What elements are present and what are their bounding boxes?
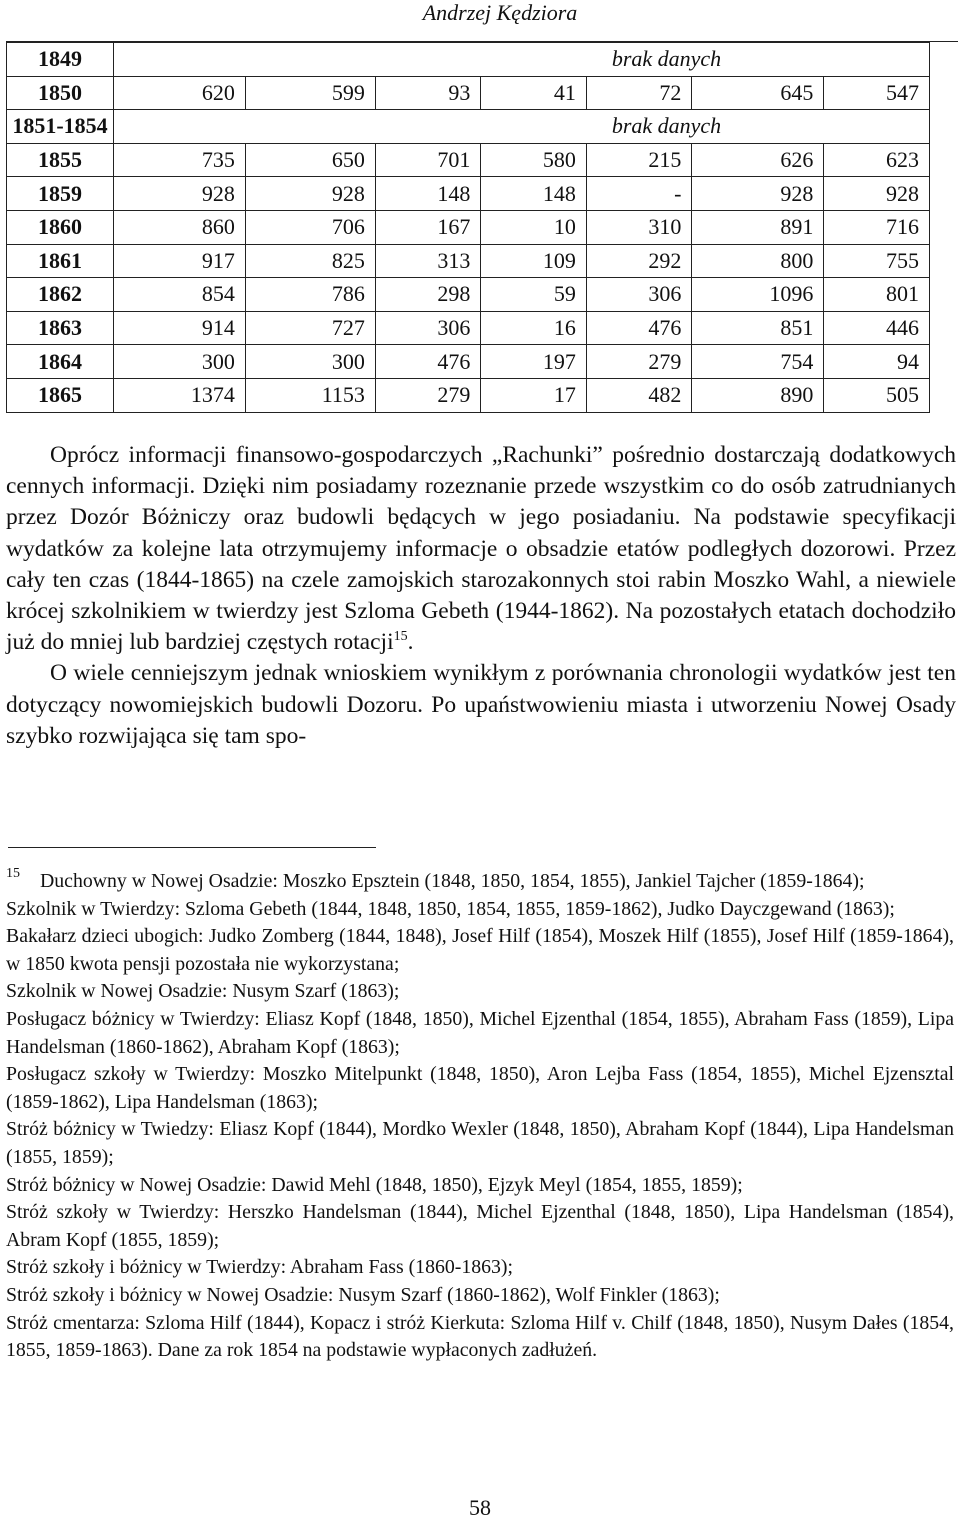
value-cell: 148: [481, 177, 587, 211]
footnote-text: Stróż bóżnicy w Twiedzy: Eliasz Kopf (1844), Mordko Wexler (1848, 1850), Abraham Kopf (1844), Lipa Handelsman (1855, 1859);: [6, 1118, 954, 1168]
year-cell: 1851-1854: [7, 110, 114, 144]
value-cell: 620: [114, 76, 246, 110]
value-cell: 167: [375, 210, 481, 244]
footnote-rule: [8, 847, 376, 848]
value-cell: 928: [245, 177, 375, 211]
value-cell: 860: [114, 210, 246, 244]
value-cell: 599: [245, 76, 375, 110]
footnote-line: [6, 1310, 954, 1365]
footnote-text: Posługacz bóżnicy w Twierdzy: Eliasz Kopf (1848, 1850), Michel Ejzenthal (1854, 1855), Abraham Fass (1859), Lipa Handelsman (1860-1862), Abraham Kopf (1863);: [6, 1007, 954, 1058]
value-cell: 1374: [114, 378, 246, 412]
paragraph-1: [6, 440, 956, 658]
value-cell: 928: [824, 177, 930, 211]
paragraph-2: O wiele cenniejszym jednak wnioskiem wynikłym z porównania chronologii wydatków jest ten dotyczący nowomiejskich budowli Dozoru. Po upaństwowieniu miasta i utworzeniu Nowej Osady szybko rozwijająca się tam spo-: [6, 660, 956, 749]
table-row: [7, 278, 930, 312]
value-cell: 890: [692, 378, 824, 412]
table-row: [7, 110, 930, 144]
footnotes: [6, 860, 954, 1365]
footnote-line: [6, 923, 954, 978]
value-cell: 476: [375, 345, 481, 379]
value-cell: 701: [375, 143, 481, 177]
value-cell: 17: [481, 378, 587, 412]
value-cell: 298: [375, 278, 481, 312]
year-cell: 1859: [7, 177, 114, 211]
table-row: [7, 244, 930, 278]
year-cell: 1855: [7, 143, 114, 177]
value-cell: 917: [114, 244, 246, 278]
value-cell: 727: [245, 311, 375, 345]
footnote-text: Stróż szkoły i bóżnicy w Twierdzy: Abraham Fass (1860-1863);: [6, 1256, 513, 1279]
value-cell: 650: [245, 143, 375, 177]
footnote-text: Stróż szkoły w Twierdzy: Herszko Handelsman (1844), Michel Ejzenthal (1848, 1850), Lipa Handelsman (1854), Abram Kopf (1855, 1859);: [6, 1201, 954, 1251]
value-cell: -: [586, 177, 692, 211]
value-cell: 706: [245, 210, 375, 244]
page-number: 58: [469, 1495, 491, 1520]
value-cell: 928: [692, 177, 824, 211]
footnote-text: Szkolnik w Twierdzy: Szloma Gebeth (1844, 1848, 1850, 1854, 1855, 1859-1862), Judko Dayczgewand (1863);: [6, 897, 895, 920]
value-cell: 825: [245, 244, 375, 278]
value-cell: 801: [824, 278, 930, 312]
value-cell: 1096: [692, 278, 824, 312]
value-cell: 735: [114, 143, 246, 177]
value-cell: 109: [481, 244, 587, 278]
value-cell: 93: [375, 76, 481, 110]
no-data-cell: brak danych: [114, 110, 930, 144]
footnote-text: Stróż szkoły i bóżnicy w Nowej Osadzie: Nusym Szarf (1860-1862), Wolf Finkler (1863);: [6, 1283, 720, 1306]
value-cell: 300: [245, 345, 375, 379]
footnote-text: Posługacz szkoły w Twierdzy: Moszko Mitelpunkt (1848, 1850), Aron Lejba Fass (1854, 1855), Michel Ejzensztal (1859-1862), Lipa Handelsman (1863);: [6, 1063, 954, 1113]
value-cell: 505: [824, 378, 930, 412]
value-cell: 1153: [245, 378, 375, 412]
table-row: [7, 143, 930, 177]
value-cell: 716: [824, 210, 930, 244]
value-cell: 580: [481, 143, 587, 177]
value-cell: 786: [245, 278, 375, 312]
paragraph-1-text: Oprócz informacji finansowo-gospodarczych „Rachunki” pośrednio dostarczają dodatkowych cennych informacji. Dzięki nim posiadamy rozeznanie przede wszystkim co do osób zatrudnianych przez Dozór Bóżniczy oraz budowli będących w jego posiadaniu. Na podstawie specyfikacji wydatków za kolejne lata otrzymujemy informacje o obsadzie etatów podległych dozorowi. Przez cały ten czas (1844-1865) na czele zamojskich starozakonnych stoi rabin Moszko Wahl, a niewiele krócej szkolnikiem w twierdzy jest Szloma Gebeth (1944-1862). Na pozostałych etatach dochodziło już do mniej lub bardziej częstych rotacji: [6, 442, 956, 656]
value-cell: 626: [692, 143, 824, 177]
footnote-line: [6, 1199, 954, 1254]
value-cell: 72: [586, 76, 692, 110]
table-row: [7, 311, 930, 345]
footnote-text: Duchowny w Nowej Osadzie: Moszko Epsztein (1848, 1850, 1854, 1855), Jankiel Tajcher (1859-1864);: [40, 870, 865, 892]
table-row: [7, 345, 930, 379]
value-cell: 854: [114, 278, 246, 312]
footnote-text: Stróż bóżnicy w Nowej Osadzie: Dawid Mehl (1848, 1850), Ejzyk Meyl (1854, 1855, 1859);: [6, 1173, 743, 1196]
footnote-line: [6, 860, 954, 896]
year-cell: 1862: [7, 278, 114, 312]
value-cell: 16: [481, 311, 587, 345]
value-cell: 41: [481, 76, 587, 110]
year-cell: 1865: [7, 378, 114, 412]
footnote-line: [6, 1282, 954, 1310]
no-data-cell: brak danych: [114, 43, 930, 77]
value-cell: 313: [375, 244, 481, 278]
running-header: Andrzej Kędziora: [422, 0, 578, 25]
year-cell: 1850: [7, 76, 114, 110]
value-cell: 94: [824, 345, 930, 379]
expenses-table: [6, 42, 930, 413]
value-cell: 928: [114, 177, 246, 211]
footnote-ref[interactable]: 15: [393, 629, 408, 645]
value-cell: 148: [375, 177, 481, 211]
year-cell: 1864: [7, 345, 114, 379]
footnote-line: [6, 1006, 954, 1061]
value-cell: 891: [692, 210, 824, 244]
year-cell: 1861: [7, 244, 114, 278]
value-cell: 851: [692, 311, 824, 345]
year-cell: 1860: [7, 210, 114, 244]
value-cell: 215: [586, 143, 692, 177]
footnote-text: Stróż cmentarza: Szloma Hilf (1844), Kopacz i stróż Kierkuta: Szloma Hilf v. Chilf (1848, 1850), Nusym Dałes (1854, 1855, 1859-1863). Dane za rok 1854 na podstawie wypłaconych zadłużeń.: [6, 1311, 954, 1362]
footnote-line: [6, 896, 954, 924]
footnote-text: Szkolnik w Nowej Osadzie: Nusym Szarf (1863);: [6, 980, 400, 1003]
footnote-number: 15: [6, 866, 20, 881]
value-cell: 476: [586, 311, 692, 345]
footnote-text: Bakałarz dzieci ubogich: Judko Zomberg (1844, 1848), Josef Hilf (1854), Moszek Hilf (1855), Josef Hilf (1859-1864), w 1850 kwota pensji pozostała nie wykorzystana;: [6, 925, 954, 975]
value-cell: 914: [114, 311, 246, 345]
value-cell: 310: [586, 210, 692, 244]
value-cell: 754: [692, 345, 824, 379]
value-cell: 755: [824, 244, 930, 278]
footnote-line: [6, 1172, 954, 1200]
table-row: [7, 177, 930, 211]
value-cell: 300: [114, 345, 246, 379]
table-row: [7, 76, 930, 110]
paragraph-1-end: .: [407, 629, 414, 656]
footnote-line: [6, 1254, 954, 1282]
value-cell: 645: [692, 76, 824, 110]
value-cell: 197: [481, 345, 587, 379]
value-cell: 10: [481, 210, 587, 244]
footnote-line: [6, 1116, 954, 1171]
table-row: [7, 378, 930, 412]
table-row: [7, 210, 930, 244]
value-cell: 547: [824, 76, 930, 110]
value-cell: 292: [586, 244, 692, 278]
year-cell: 1849: [7, 43, 114, 77]
value-cell: 800: [692, 244, 824, 278]
table-row: [7, 43, 930, 77]
body-text: [6, 440, 956, 752]
footnote-line: [6, 1061, 954, 1116]
year-cell: 1863: [7, 311, 114, 345]
value-cell: 279: [375, 378, 481, 412]
value-cell: 279: [586, 345, 692, 379]
value-cell: 623: [824, 143, 930, 177]
value-cell: 306: [375, 311, 481, 345]
value-cell: 482: [586, 378, 692, 412]
footnote-line: [6, 978, 954, 1006]
value-cell: 446: [824, 311, 930, 345]
value-cell: 59: [481, 278, 587, 312]
value-cell: 306: [586, 278, 692, 312]
